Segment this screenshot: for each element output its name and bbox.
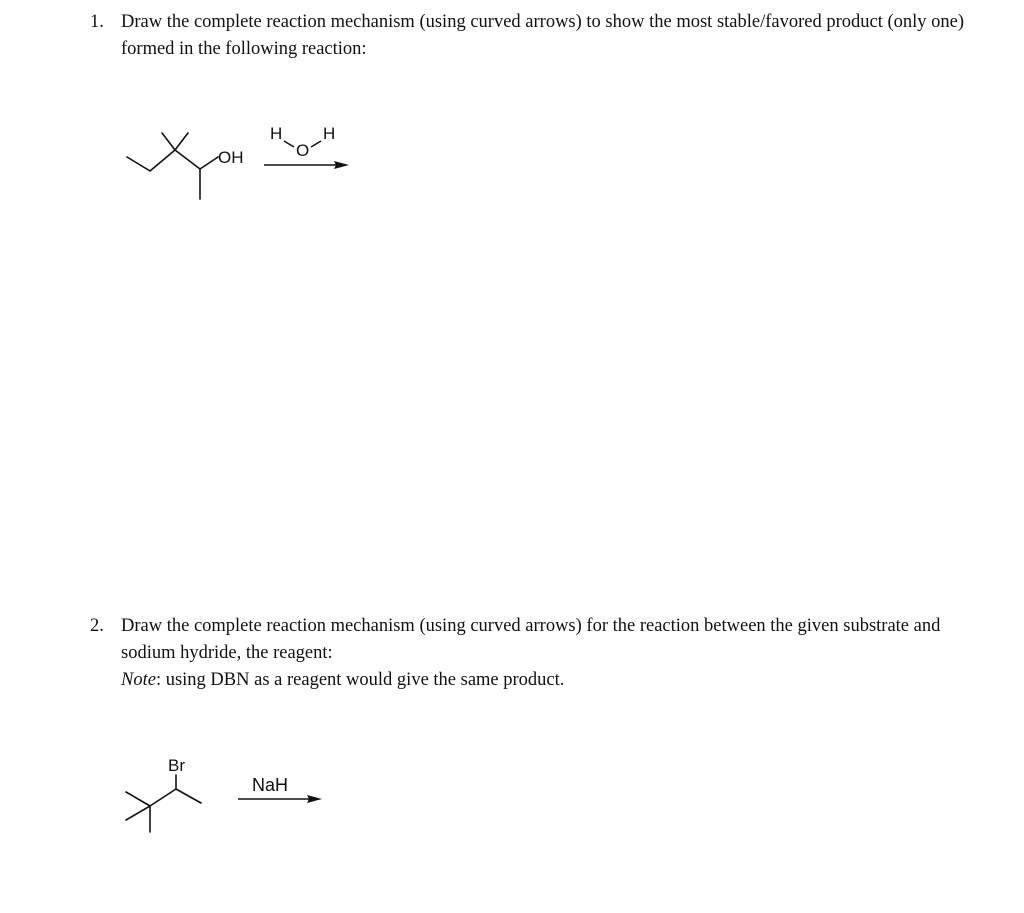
substrate-1-methyl-b	[175, 133, 188, 150]
reagent-1-h-right: H	[323, 124, 336, 143]
question-1-text: Draw the complete reaction mechanism (using curved arrows) to show the most stable/favored product (only one) formed in the following reaction:	[121, 12, 965, 59]
question-1-number: 1.	[90, 12, 104, 32]
reagent-1-oxygen: O	[296, 141, 310, 160]
reaction-1-reagent	[270, 124, 335, 160]
reagent-1-bond-left	[284, 141, 294, 147]
note-label: Note	[121, 670, 156, 690]
question-2-number: 2.	[90, 616, 104, 636]
question-2-text: Draw the complete reaction mechanism (using curved arrows) for the reaction between the given substrate and sodium hydride, the reagent:	[121, 616, 941, 663]
reagent-1-bond-right	[311, 141, 321, 147]
substrate-2-methyl-a	[126, 806, 150, 820]
reagent-1-h-left: H	[270, 124, 283, 143]
reagent-2-label: NaH	[252, 775, 289, 795]
reaction-1-arrow	[264, 161, 349, 169]
question-2-note	[121, 667, 564, 694]
substrate-2-br-label: Br	[168, 756, 185, 775]
reaction-2-arrow	[238, 795, 322, 803]
note-text: : using DBN as a reagent would give the same product.	[155, 670, 565, 690]
substrate-1-oh-label: OH	[218, 148, 244, 167]
substrate-1-methyl-a	[162, 133, 175, 150]
reaction-2-substrate	[126, 775, 201, 832]
substrate-2-skeleton	[126, 789, 201, 806]
reaction-1-substrate	[127, 133, 218, 199]
substrate-1-skeleton	[127, 150, 218, 171]
